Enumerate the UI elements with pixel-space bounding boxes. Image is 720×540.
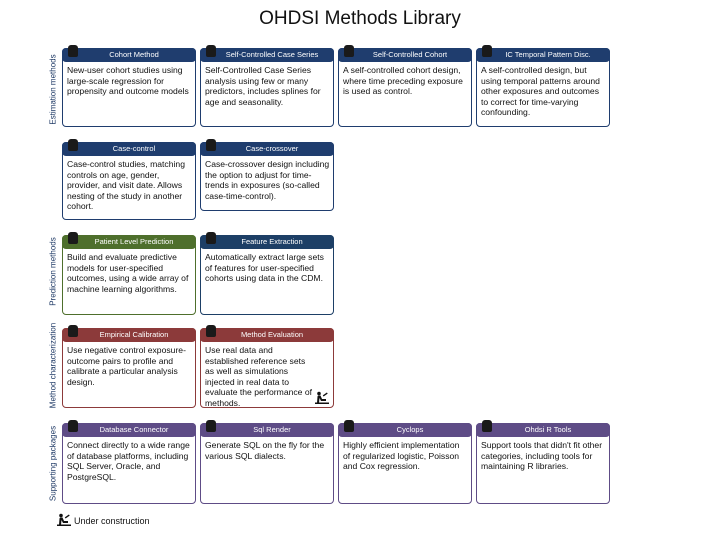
card-header: Database Connector: [62, 423, 196, 437]
card-header: Feature Extraction: [200, 235, 334, 249]
card-header: Ohdsi R Tools: [476, 423, 610, 437]
section-label-prediction: Prediction methods: [48, 237, 58, 306]
legend-under-construction-icon: [57, 513, 71, 526]
card-ohdsi-r-tools[interactable]: [476, 423, 610, 504]
card-description: Generate SQL on the fly for the various SQL dialects.: [205, 440, 325, 461]
card-self-controlled-cohort[interactable]: [338, 48, 472, 127]
card-method-evaluation[interactable]: [200, 328, 334, 408]
card-description: A self-controlled cohort design, where time preceding exposure is used as control.: [343, 65, 463, 97]
package-icon: [206, 139, 216, 151]
card-empirical-calibration[interactable]: [62, 328, 196, 408]
card-description: A self-controlled design, but using temporal patterns around other exposures and outcomes to correct for time-varying confounding.: [481, 65, 600, 118]
card-cohort-method[interactable]: [62, 48, 196, 127]
card-header: Cohort Method: [62, 48, 196, 62]
card-header: Self-Controlled Case Series: [200, 48, 334, 62]
page-title: OHDSI Methods Library: [259, 8, 461, 29]
card-header: Case-crossover: [200, 142, 334, 156]
package-icon: [344, 45, 354, 57]
card-case-crossover[interactable]: [200, 142, 334, 211]
card-patient-level-prediction[interactable]: [62, 235, 196, 315]
card-description: Case-control studies, matching controls on age, gender, provider, and visit date. Allows nesting of the study in another cohort.: [67, 159, 185, 212]
package-icon: [206, 325, 216, 337]
card-sql-render[interactable]: [200, 423, 334, 504]
package-icon: [68, 232, 78, 244]
card-description: Connect directly to a wide range of database platforms, including SQL Server, Oracle, and PostgreSQL.: [67, 440, 190, 482]
package-icon: [206, 45, 216, 57]
section-label-estimation: Estimation methods: [48, 54, 58, 125]
package-icon: [344, 420, 354, 432]
card-header: Patient Level Prediction: [62, 235, 196, 249]
card-header: IC Temporal Pattern Disc.: [476, 48, 610, 62]
card-ic-temporal-pattern[interactable]: [476, 48, 610, 127]
card-description: Use negative control exposure-outcome pairs to profile and calibrate a particular analysis design.: [67, 345, 186, 387]
section-label-supporting: Supporting packages: [48, 425, 58, 502]
card-feature-extraction[interactable]: [200, 235, 334, 315]
card-description: Build and evaluate predictive models for user-specified outcomes, using a wide array of machine learning algorithms.: [67, 252, 189, 294]
legend-under-construction-label: Under construction: [74, 516, 150, 526]
card-header: Case-control: [62, 142, 196, 156]
card-description: Highly efficient implementation of regularized logistic, Poisson and Cox regression.: [343, 440, 460, 472]
card-cyclops[interactable]: [338, 423, 472, 504]
card-header: Sql Render: [200, 423, 334, 437]
card-header: Empirical Calibration: [62, 328, 196, 342]
card-case-control[interactable]: [62, 142, 196, 220]
under-construction-icon: [315, 391, 329, 404]
card-description: Automatically extract large sets of features for user-specified cohorts using data in the CDM.: [205, 252, 324, 284]
card-database-connector[interactable]: [62, 423, 196, 504]
card-header: Method Evaluation: [200, 328, 334, 342]
card-description: Support tools that didn't fit other categories, including tools for maintaining R libraries.: [481, 440, 603, 472]
package-icon: [68, 45, 78, 57]
card-header: Self-Controlled Cohort: [338, 48, 472, 62]
package-icon: [482, 45, 492, 57]
card-self-controlled-case-series[interactable]: [200, 48, 334, 127]
card-header: Cyclops: [338, 423, 472, 437]
package-icon: [206, 420, 216, 432]
card-description: Self-Controlled Case Series analysis using few or many predictors, includes splines for age and seasonality.: [205, 65, 321, 107]
package-icon: [482, 420, 492, 432]
package-icon: [68, 139, 78, 151]
section-label-characterization: Method characterization: [48, 322, 58, 409]
card-description: New-user cohort studies using large-scale regression for propensity and outcome models: [67, 65, 189, 97]
card-description: Use real data and established reference sets as well as simulations injected in real data to evaluate the performance of methods.: [205, 345, 313, 408]
card-description: Case-crossover design including the option to adjust for time-trends in exposures (so-called case-time-control).: [205, 159, 330, 201]
package-icon: [68, 420, 78, 432]
package-icon: [68, 325, 78, 337]
package-icon: [206, 232, 216, 244]
